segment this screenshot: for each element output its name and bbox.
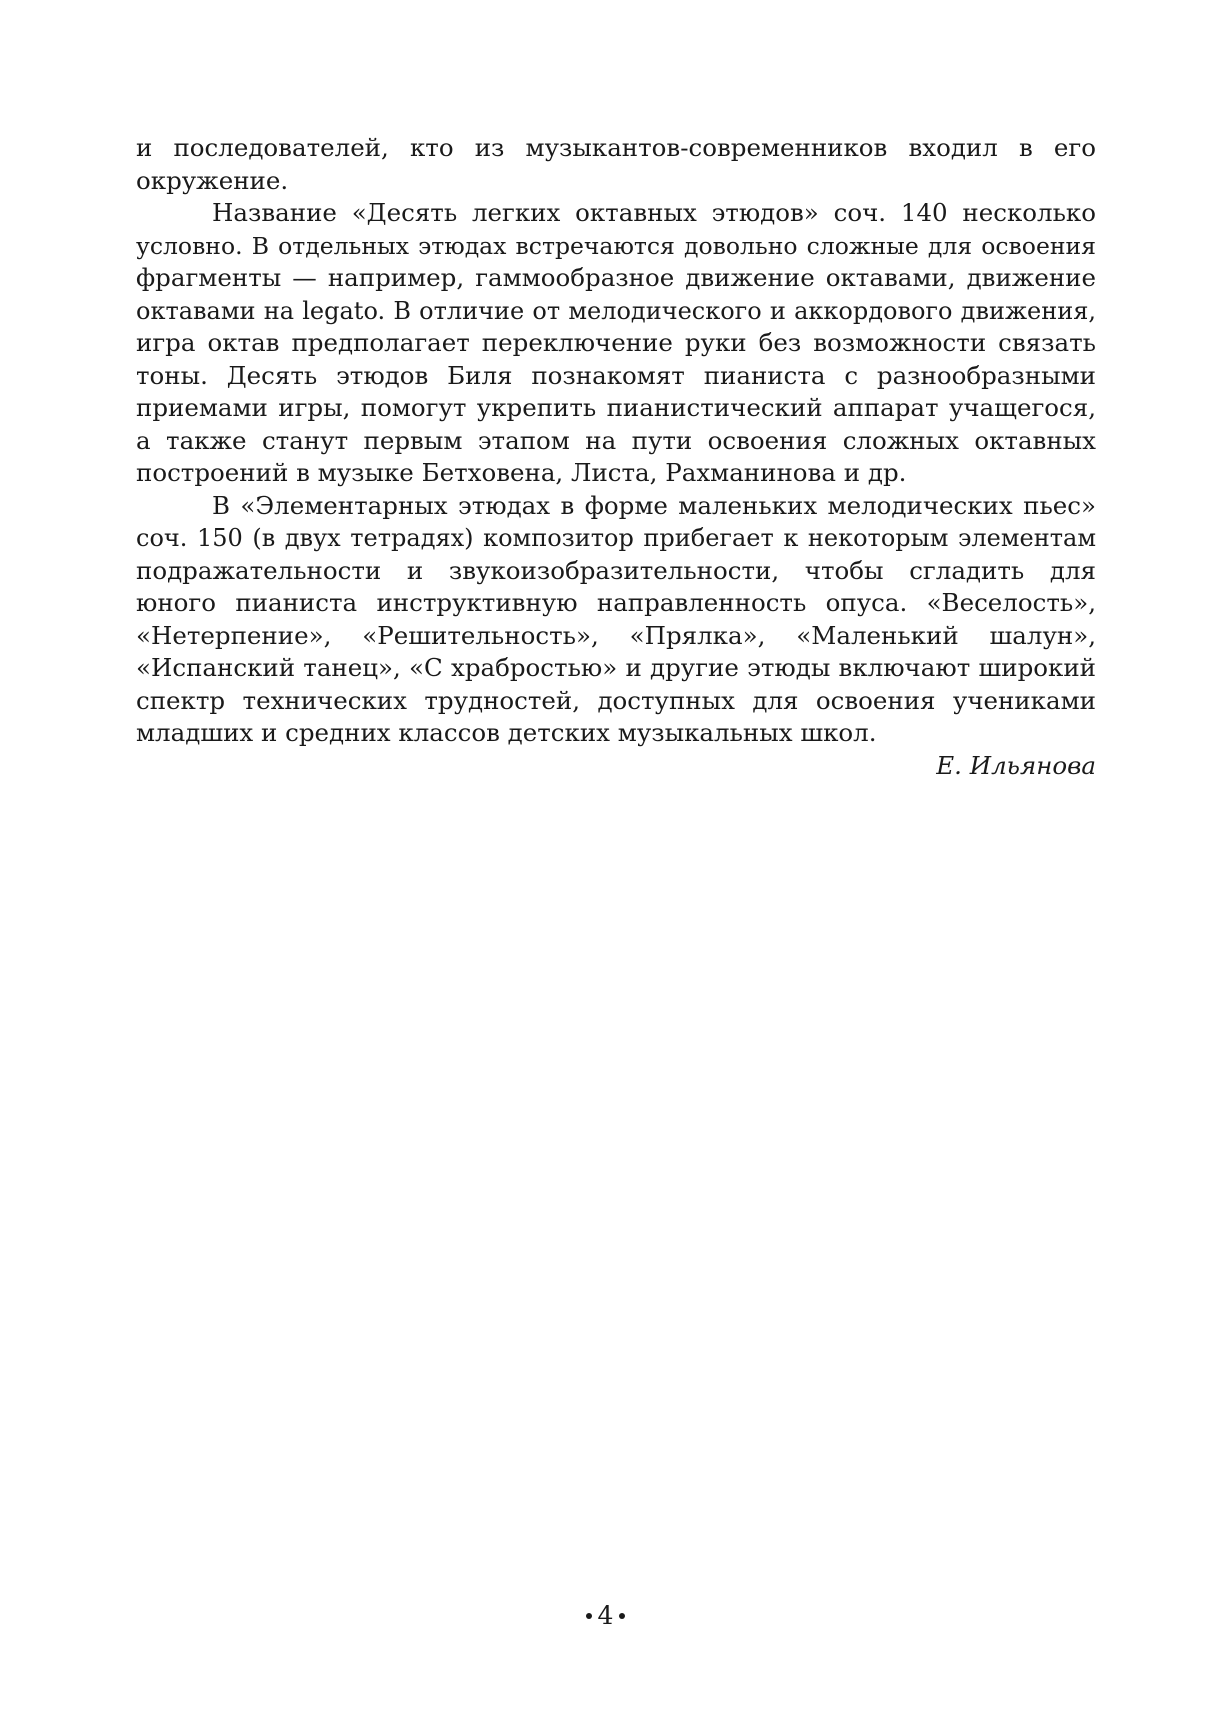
paragraph-3 (136, 490, 1096, 750)
text-line: подражательности и звукоизобразительности, чтобы сгладить для (136, 555, 1096, 585)
paragraph-2 (136, 197, 1096, 490)
text-line: «Нетерпение», «Решительность», «Прялка», «Маленький шалун», (136, 620, 1096, 650)
text-line: построений в музыке Бетховена, Листа, Рахманинова и др. (136, 458, 907, 487)
text-line: фрагменты — например, гаммообразное движение октавами, движение (136, 263, 1096, 292)
page-number (0, 1601, 1211, 1631)
text-line: и последователей, кто из музыкантов-современников входил в его (136, 133, 1096, 162)
text-line: юного пианиста инструктивную направленность опуса. «Веселость», (136, 588, 1096, 617)
bullet-dot-icon (586, 1613, 592, 1619)
text-line: «Испанский танец», «С храбростью» и другие этюды включают широкий (136, 653, 1096, 682)
body-text (136, 132, 1096, 782)
text-line: Название «Десять легких октавных этюдов» соч. 140 несколько (212, 198, 1096, 227)
text-line: приемами игры, помогут укрепить пианистический аппарат учащегося, (136, 393, 1096, 422)
bullet-dot-icon (619, 1613, 625, 1619)
author-signature: Е. Ильянова (936, 750, 1096, 780)
text-line: младших и средних классов детских музыкальных школ. (136, 718, 877, 747)
text-line: В «Элементарных этюдах в форме маленьких мелодических пьес» (212, 490, 1096, 520)
text-line: условно. В отдельных этюдах встречаются довольно сложные для освоения (136, 231, 1096, 260)
text-line: соч. 150 (в двух тетрадях) композитор прибегает к некоторым элементам (136, 524, 1096, 552)
text-line: тоны. Десять этюдов Биля познакомят пианиста с разнообразными (136, 360, 1096, 390)
text-line: игра октав предполагает переключение руки без возможности связать (136, 328, 1096, 357)
text-line: спектр технических трудностей, доступных для освоения учениками (136, 685, 1096, 715)
text-line: октавами на legato. В отличие от мелодического и аккордового движения, (136, 296, 1096, 325)
page-number-value: 4 (597, 1601, 614, 1630)
paragraph-1 (136, 132, 1096, 197)
text-line: а также станут первым этапом на пути освоения сложных октавных (136, 425, 1096, 455)
text-line: окружение. (136, 165, 289, 195)
